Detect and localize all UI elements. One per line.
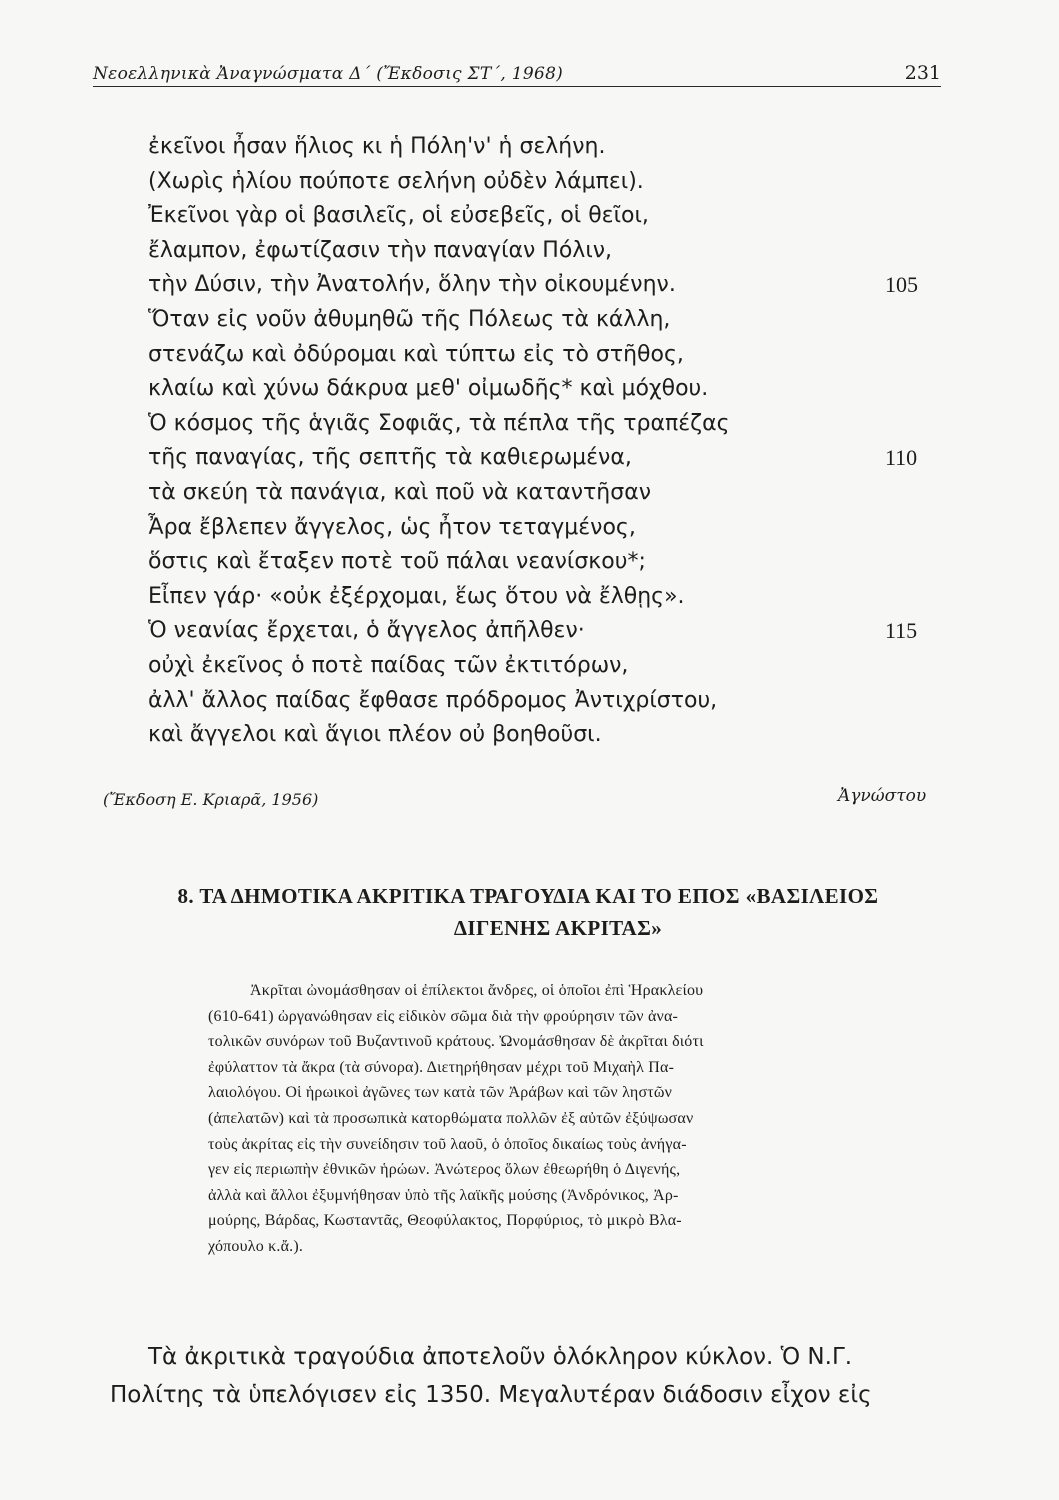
poem-line-text: τὰ σκεύη τὰ πανάγια, καὶ ποῦ νὰ καταντῆσαν [148, 479, 651, 505]
poem-line-text: Ὁ νεανίας ἔρχεται, ὁ ἄγγελος ἀπῆλθεν· [148, 618, 585, 644]
poem-line [148, 407, 958, 442]
intro-paragraph [208, 978, 960, 1260]
poem-line [148, 441, 958, 476]
intro-line: ἐφύλαττον τὰ ἄκρα (τὰ σύνορα). Διετηρήθησαν μέχρι τοῦ Μιχαὴλ Πα- [208, 1058, 675, 1076]
poem-line-text: (Χωρὶς ἡλίου πούποτε σελήνη οὐδὲν λάμπει). [148, 168, 644, 194]
poem-line-text: κλαίω καὶ χύνω δάκρυα μεθ' οἰμωδῆς* καὶ μόχθου. [148, 376, 709, 402]
intro-line: λαιολόγου. Οἱ ἡρωικοὶ ἀγῶνες των κατὰ τῶν Ἀράβων καὶ τῶν ληστῶν [208, 1084, 673, 1102]
intro-line: γεν εἰς περιωπὴν ἐθνικῶν ἡρώων. Ἀνώτερος ὅλων ἐθεωρήθη ὁ Διγενής, [208, 1161, 681, 1179]
poem-line [148, 303, 958, 338]
poem-line [148, 649, 958, 684]
intro-line: (610-641) ὠργανώθησαν εἰς εἰδικὸν σῶμα διὰ τὴν φρούρησιν τῶν ἀνα- [208, 1007, 679, 1025]
line-number: 115 [885, 618, 918, 644]
intro-line: χόπουλο κ.ἄ.). [208, 1237, 304, 1255]
intro-line: Ἀκρῖται ὠνομάσθησαν οἱ ἐπίλεκτοι ἄνδρες, οἱ ὁποῖοι ἐπὶ Ἡρακλείου [250, 982, 704, 999]
poem-line [148, 580, 958, 615]
running-header [93, 60, 941, 87]
poem-line-text: στενάζω καὶ ὀδύρομαι καὶ τύπτω εἰς τὸ στῆθος, [148, 341, 684, 367]
page-number: 231 [904, 62, 941, 84]
body-line: Πολίτης τὰ ὑπελόγισεν εἰς 1350. Μεγαλυτέραν διάδοσιν εἶχον εἰς [110, 1382, 872, 1408]
poem [148, 130, 958, 753]
poem-line [148, 545, 958, 580]
poem-line [148, 372, 958, 407]
poem-line [148, 130, 958, 165]
poem-line [148, 476, 958, 511]
line-number: 105 [885, 272, 918, 298]
poem-line-text: τὴν Δύσιν, τὴν Ἀνατολήν, ὅλην τὴν οἰκουμένην. [148, 272, 676, 298]
body-line: Τὰ ἀκριτικὰ τραγούδια ἀποτελοῦν ὁλόκληρον κύκλον. Ὁ Ν.Γ. [148, 1344, 853, 1370]
poem-line-text: Ἆρα ἔβλεπεν ἄγγελος, ὡς ἦτον τεταγμένος, [148, 514, 636, 540]
poem-line [148, 268, 958, 303]
intro-line: τολικῶν συνόρων τοῦ Βυζαντινοῦ κράτους. Ὠνομάσθησαν δὲ ἀκρῖται διότι [208, 1033, 704, 1051]
poem-line-text: ἔλαμπον, ἐφωτίζασιν τὴν παναγίαν Πόλιν, [148, 237, 613, 263]
poem-line-text: Ἐκεῖνοι γὰρ οἱ βασιλεῖς, οἱ εὐσεβεῖς, οἱ θεῖοι, [148, 203, 649, 229]
edition-note: (Ἔκδοση Ε. Κριαρᾶ, 1956) [103, 790, 319, 809]
poem-line-text: ὅστις καὶ ἔταξεν ποτὲ τοῦ πάλαι νεανίσκου*; [148, 549, 646, 575]
poem-line [148, 614, 958, 649]
intro-line: τοὺς ἀκρίτας εἰς τὴν συνείδησιν τοῦ λαοῦ, ὁ ὁποῖος δικαίως τοὺς ἀνήγα- [208, 1135, 687, 1153]
intro-line: ἀλλὰ καὶ ἄλλοι ἐξυμνήθησαν ὑπὸ τῆς λαϊκῆς μούσης (Ἀνδρόνικος, Ἀρ- [208, 1186, 679, 1204]
poem-line [148, 165, 958, 200]
intro-line: (ἀπελατῶν) καὶ τὰ προσωπικὰ κατορθώματα πολλῶν ἐξ αὐτῶν ἐξύψωσαν [208, 1109, 694, 1127]
running-title: Νεοελληνικὰ Ἀναγνώσματα Δ΄ (Ἔκδοσις ΣΤ΄, 1968) [93, 64, 564, 84]
poem-line [148, 718, 958, 753]
poem-line-text: καὶ ἄγγελοι καὶ ἅγιοι πλέον οὐ βοηθοῦσι. [148, 722, 602, 748]
poem-line [148, 511, 958, 546]
poem-line [148, 199, 958, 234]
section-heading-line-2: ΔΙΓΕΝΗΣ ΑΚΡΙΤΑΣ» [453, 916, 663, 940]
body-paragraph [110, 1338, 968, 1414]
poem-line-text: Ὁ κόσμος τῆς ἁγιᾶς Σοφιᾶς, τὰ πέπλα τῆς τραπέζας [148, 410, 730, 436]
poem-line-text: Ὅταν εἰς νοῦν ἀθυμηθῶ τῆς Πόλεως τὰ κάλλη, [148, 306, 671, 332]
poem-line [148, 684, 958, 719]
section-heading [98, 880, 958, 944]
poem-author: Ἀγνώστου [838, 786, 927, 806]
poem-line-text: Εἶπεν γάρ· «οὐκ ἐξέρχομαι, ἕως ὅτου νὰ ἔλθῃς». [148, 583, 685, 609]
poem-line [148, 338, 958, 373]
poem-line-text: ἀλλ' ἄλλος παίδας ἔφθασε πρόδρομος Ἀντιχρίστου, [148, 687, 718, 713]
section-heading-line-1: 8. ΤΑ ΔΗΜΟΤΙΚΑ ΑΚΡΙΤΙΚΑ ΤΡΑΓΟΥΔΙΑ ΚΑΙ ΤΟ ΕΠΟΣ «ΒΑΣΙΛΕΙΟΣ [177, 884, 879, 908]
line-number: 110 [885, 445, 918, 471]
poem-line-text: ἐκεῖνοι ἦσαν ἥλιος κι ἡ Πόλη'ν' ἡ σελήνη. [148, 134, 606, 159]
intro-line: μούρης, Βάρδας, Κωσταντᾶς, Θεοφύλακτος, Πορφύριος, τὸ μικρὸ Βλα- [208, 1212, 682, 1230]
poem-line [148, 234, 958, 269]
poem-line-text: οὐχὶ ἐκεῖνος ὁ ποτὲ παίδας τῶν ἐκτιτόρων, [148, 652, 629, 678]
poem-line-text: τῆς παναγίας, τῆς σεπτῆς τὰ καθιερωμένα, [148, 445, 632, 471]
